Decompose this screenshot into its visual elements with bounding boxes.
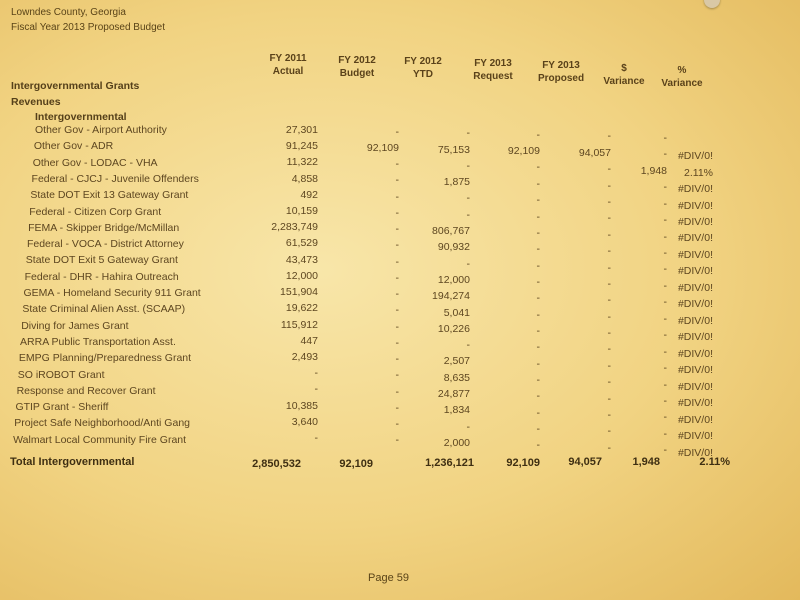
cell-budget: - <box>395 418 399 431</box>
cell-actual: 27,301 <box>285 124 318 136</box>
cell-actual: 2,283,749 <box>271 221 318 234</box>
column-header <box>248 52 328 78</box>
cell-ytd: 1,875 <box>443 176 470 189</box>
cell-pct-var: #DIV/0! <box>677 314 713 327</box>
cell-dollar-var: - <box>663 394 667 407</box>
cell-ytd: 806,767 <box>432 225 470 237</box>
cell-dollar-var: 1,948 <box>640 164 667 177</box>
cell-budget: - <box>395 385 399 398</box>
cell-ytd: 2,507 <box>443 355 470 368</box>
cell-dollar-var: - <box>663 427 667 440</box>
cell-actual: - <box>314 367 318 380</box>
cell-actual: 492 <box>300 188 318 201</box>
total-request: 92,109 <box>506 456 540 469</box>
cell-ytd: 10,226 <box>437 322 470 335</box>
total-ytd: 1,236,121 <box>425 457 474 470</box>
cell-budget: - <box>395 369 399 382</box>
cell-request: - <box>536 128 540 141</box>
cell-actual: 91,245 <box>285 140 318 153</box>
total-actual: 2,850,532 <box>252 458 301 470</box>
cell-pct-var: #DIV/0! <box>677 281 713 294</box>
column-header-line1: $ <box>621 63 627 74</box>
total-proposed: 94,057 <box>568 456 602 469</box>
column-header-line2: Request <box>473 71 513 82</box>
column-header-line2: Budget <box>339 68 375 79</box>
row-label: FEMA - Skipper Bridge/McMillan <box>28 221 180 234</box>
cell-actual: 2,493 <box>291 350 318 363</box>
cell-ytd: - <box>466 339 470 352</box>
cell-pct-var: #DIV/0! <box>677 430 713 443</box>
cell-actual: 151,904 <box>280 286 318 299</box>
row-label: Other Gov - Airport Authority <box>35 124 167 136</box>
row-label: Diving for James Grant <box>21 319 129 332</box>
cell-budget: - <box>395 353 399 366</box>
row-label: SO iROBOT Grant <box>17 368 105 381</box>
cell-request: - <box>536 210 540 223</box>
cell-proposed: - <box>607 261 611 274</box>
cell-pct-var: #DIV/0! <box>677 232 713 245</box>
cell-ytd: 194,274 <box>432 290 470 303</box>
column-header-line2: Actual <box>272 66 304 77</box>
cell-proposed: - <box>607 359 611 372</box>
cell-request: - <box>536 406 540 419</box>
subsection-title: Revenues <box>11 96 61 108</box>
cell-request: - <box>536 292 540 305</box>
cell-budget: - <box>395 158 399 171</box>
column-header-line1: FY 2013 <box>542 60 580 71</box>
cell-actual: 43,473 <box>285 253 318 266</box>
cell-request: - <box>536 177 540 190</box>
cell-budget: - <box>395 336 399 349</box>
column-header-line2: Variance <box>603 76 645 87</box>
cell-proposed: - <box>607 425 611 438</box>
row-label: Other Gov - LODAC - VHA <box>32 156 158 169</box>
cell-pct-var: #DIV/0! <box>677 347 713 360</box>
cell-ytd: - <box>466 159 470 172</box>
cell-proposed: - <box>607 376 611 389</box>
cell-request: - <box>536 423 540 435</box>
column-header-line1: % <box>677 65 687 76</box>
column-header <box>383 55 463 81</box>
cell-dollar-var: - <box>663 214 667 227</box>
cell-actual: 115,912 <box>280 318 318 331</box>
cell-request: - <box>536 390 540 403</box>
cell-pct-var: #DIV/0! <box>677 265 713 278</box>
cell-pct-var: #DIV/0! <box>677 150 713 163</box>
cell-pct-var: #DIV/0! <box>677 331 713 344</box>
cell-budget: - <box>395 206 399 219</box>
cell-request: - <box>536 161 540 174</box>
cell-budget: - <box>395 434 399 447</box>
cell-dollar-var: - <box>663 263 667 276</box>
cell-request: - <box>536 373 540 386</box>
cell-pct-var: #DIV/0! <box>677 298 713 311</box>
cell-proposed: - <box>607 228 611 241</box>
cell-pct-var: #DIV/0! <box>677 248 713 261</box>
pushpin-icon <box>704 0 720 8</box>
cell-dollar-var: - <box>663 247 667 260</box>
row-label: Federal - CJCJ - Juvenile Offenders <box>31 172 199 185</box>
cell-dollar-var: - <box>663 197 667 210</box>
column-header-line1: FY 2012 <box>404 56 442 67</box>
cell-proposed: - <box>607 277 611 290</box>
column-header-line2: Proposed <box>537 73 585 84</box>
cell-dollar-var: - <box>663 148 667 161</box>
cell-request: - <box>536 357 540 370</box>
cell-dollar-var: - <box>663 279 667 292</box>
cell-dollar-var: - <box>663 444 667 457</box>
total-budget: 92,109 <box>339 457 373 470</box>
cell-ytd: - <box>466 192 470 205</box>
cell-ytd: 12,000 <box>437 273 470 286</box>
cell-dollar-var: - <box>663 378 667 391</box>
row-label: State DOT Exit 5 Gateway Grant <box>25 254 178 267</box>
cell-dollar-var: - <box>663 312 667 325</box>
cell-proposed: - <box>607 409 611 422</box>
cell-pct-var: #DIV/0! <box>677 199 713 212</box>
cell-request: - <box>536 259 540 272</box>
cell-actual: 447 <box>300 334 318 347</box>
cell-dollar-var: - <box>663 132 667 144</box>
cell-ytd: 75,153 <box>437 143 470 156</box>
cell-request: - <box>536 194 540 207</box>
cell-dollar-var: - <box>663 345 667 358</box>
cell-request: - <box>536 324 540 337</box>
cell-proposed: - <box>607 195 611 208</box>
cell-pct-var: #DIV/0! <box>677 183 713 196</box>
cell-budget: - <box>395 288 399 301</box>
county-name: Lowndes County, Georgia <box>11 7 126 18</box>
cell-actual: 10,159 <box>285 205 318 218</box>
cell-ytd: - <box>466 127 470 140</box>
cell-budget: - <box>395 223 399 236</box>
cell-budget: - <box>395 190 399 203</box>
cell-proposed: - <box>607 245 611 258</box>
cell-actual: 10,385 <box>285 399 318 412</box>
cell-pct-var: #DIV/0! <box>677 216 713 228</box>
row-label: Response and Recover Grant <box>16 384 156 397</box>
cell-request: - <box>536 275 540 288</box>
row-label: State DOT Exit 13 Gateway Grant <box>30 189 189 202</box>
cell-actual: - <box>314 383 318 396</box>
column-header <box>642 64 722 90</box>
group-title: Intergovernmental <box>35 111 127 123</box>
cell-budget: - <box>395 255 399 268</box>
cell-dollar-var: - <box>663 362 667 375</box>
row-label: Federal - Citizen Corp Grant <box>29 205 162 218</box>
cell-proposed: - <box>607 212 611 225</box>
cell-ytd: 90,932 <box>437 241 470 254</box>
cell-actual: 4,858 <box>291 172 318 185</box>
cell-proposed: - <box>607 179 611 192</box>
row-label: Other Gov - ADR <box>33 140 114 153</box>
cell-actual: 3,640 <box>291 415 318 428</box>
cell-request: - <box>536 439 540 452</box>
cell-actual: 12,000 <box>285 269 318 282</box>
cell-request: - <box>536 226 540 239</box>
row-label: ARRA Public Transportation Asst. <box>20 335 176 348</box>
cell-proposed: - <box>607 327 611 340</box>
row-label: Federal - VOCA - District Attorney <box>26 238 184 251</box>
cell-ytd: 1,834 <box>443 404 470 417</box>
cell-ytd: - <box>466 257 470 270</box>
cell-budget: - <box>395 239 399 252</box>
cell-proposed: - <box>607 392 611 405</box>
cell-pct-var: #DIV/0! <box>677 446 713 459</box>
cell-budget: - <box>395 125 399 138</box>
cell-budget: - <box>395 174 399 187</box>
total-dollar-var: 1,948 <box>632 456 660 468</box>
cell-ytd: 2,000 <box>443 436 470 449</box>
cell-actual: 11,322 <box>286 156 318 169</box>
total-label: Total Intergovernmental <box>10 456 135 468</box>
cell-pct-var: #DIV/0! <box>677 397 713 410</box>
cell-request: - <box>536 341 540 354</box>
cell-pct-var: #DIV/0! <box>677 380 713 393</box>
page-number: Page 59 <box>368 572 409 584</box>
cell-actual: 19,622 <box>285 302 318 315</box>
cell-actual: - <box>314 431 318 444</box>
row-label: EMPG Planning/Preparedness Grant <box>18 352 192 365</box>
cell-dollar-var: - <box>663 181 667 194</box>
cell-proposed: - <box>607 294 611 307</box>
cell-dollar-var: - <box>663 329 667 342</box>
cell-ytd: 5,041 <box>443 306 470 319</box>
cell-proposed: 94,057 <box>578 146 611 159</box>
cell-ytd: - <box>466 208 470 221</box>
cell-request: 92,109 <box>507 145 540 158</box>
cell-dollar-var: - <box>663 230 667 243</box>
cell-budget: - <box>395 271 399 284</box>
column-header-line1: FY 2013 <box>474 58 512 69</box>
cell-budget: - <box>395 304 399 317</box>
cell-request: - <box>536 243 540 256</box>
row-label: GEMA - Homeland Security 911 Grant <box>23 287 201 299</box>
row-label: State Criminal Alien Asst. (SCAAP) <box>22 303 186 316</box>
cell-proposed: - <box>607 343 611 356</box>
row-label: GTIP Grant - Sheriff <box>15 401 109 414</box>
cell-ytd: 8,635 <box>443 371 470 384</box>
cell-dollar-var: - <box>663 296 667 309</box>
cell-dollar-var: - <box>663 411 667 424</box>
cell-budget: 92,109 <box>366 141 399 154</box>
cell-budget: - <box>395 320 399 333</box>
column-header-line1: FY 2011 <box>269 53 307 64</box>
total-pct-var: 2.11% <box>699 455 730 468</box>
cell-proposed: - <box>607 163 611 176</box>
row-label: Project Safe Neighborhood/Anti Gang <box>14 417 190 430</box>
column-header-line1: FY 2012 <box>338 55 376 66</box>
cell-pct-var: 2.11% <box>684 166 713 179</box>
column-header-line2: Variance <box>661 78 703 89</box>
cell-request: - <box>536 308 540 321</box>
cell-proposed: - <box>607 441 611 454</box>
cell-proposed: - <box>607 310 611 323</box>
column-header-line2: YTD <box>413 69 433 80</box>
cell-pct-var: #DIV/0! <box>677 364 713 377</box>
cell-ytd: - <box>466 420 470 433</box>
row-label: Federal - DHR - Hahira Outreach <box>24 270 179 283</box>
section-title: Intergovernmental Grants <box>11 80 140 92</box>
cell-pct-var: #DIV/0! <box>677 413 713 426</box>
cell-actual: 61,529 <box>285 237 318 250</box>
cell-proposed: - <box>607 130 611 143</box>
row-label: Walmart Local Community Fire Grant <box>13 433 187 446</box>
budget-title: Fiscal Year 2013 Proposed Budget <box>11 22 165 33</box>
cell-budget: - <box>395 401 399 414</box>
cell-ytd: 24,877 <box>437 388 470 400</box>
